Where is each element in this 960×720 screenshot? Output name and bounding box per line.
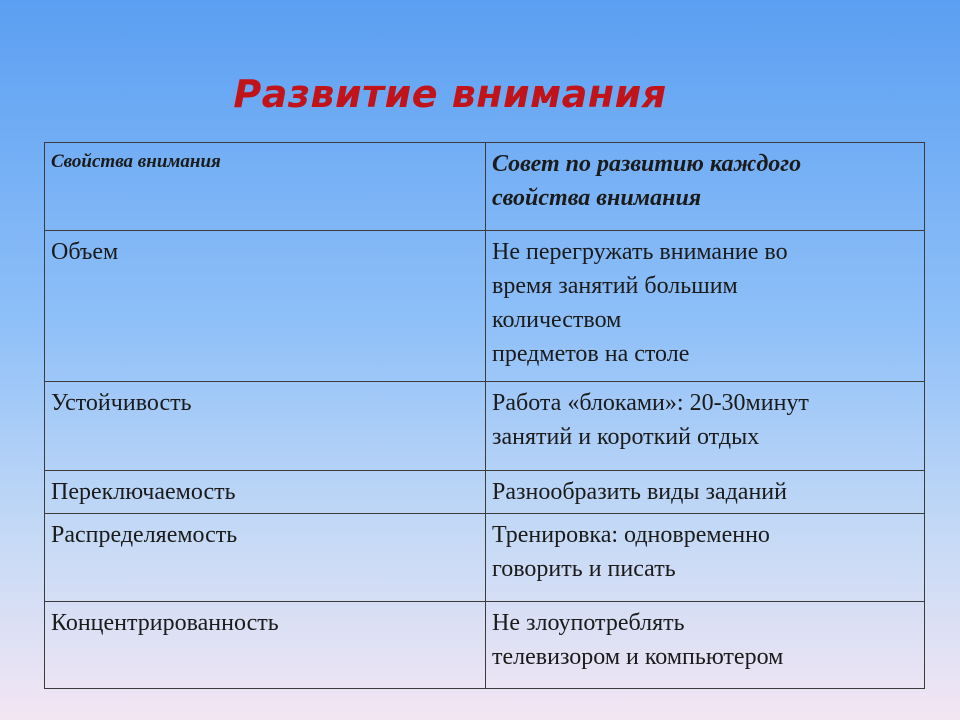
property-cell: Переключаемость [45,471,486,514]
attention-properties-table [44,142,925,689]
header-property-cell: Свойства внимания [45,143,486,231]
slide-title: Развитие внимания [233,72,667,116]
advice-cell: Не злоупотреблять телевизором и компьютером [486,602,925,689]
table-header-row [45,143,925,231]
advice-cell: Не перегружать внимание во время занятий большим количеством предметов на столе [486,231,925,382]
table-row [45,471,925,514]
header-advice-cell: Совет по развитию каждого свойства внимания [486,143,925,231]
advice-cell: Работа «блоками»: 20-30минут занятий и короткий отдых [486,382,925,471]
property-cell: Устойчивость [45,382,486,471]
table-row [45,382,925,471]
table-row [45,602,925,689]
advice-cell: Тренировка: одновременно говорить и писать [486,514,925,602]
advice-cell: Разнообразить виды заданий [486,471,925,514]
table-row [45,231,925,382]
table-row [45,514,925,602]
property-cell: Концентрированность [45,602,486,689]
property-cell: Объем [45,231,486,382]
property-cell: Распределяемость [45,514,486,602]
